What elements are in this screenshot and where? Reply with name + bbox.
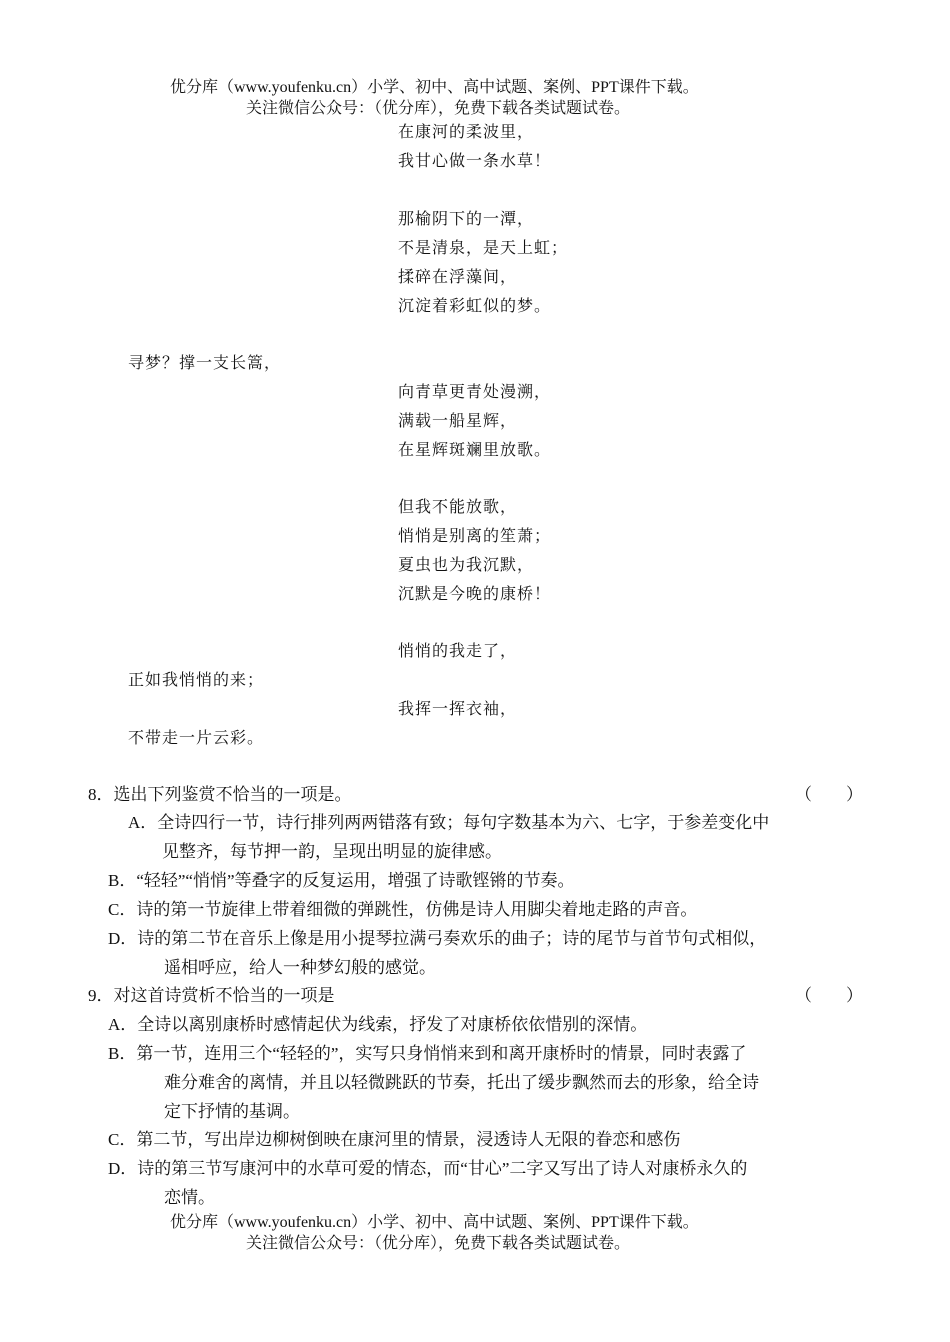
poem-line: 在康河的柔波里， bbox=[398, 122, 535, 141]
option-a: A．全诗以离别康桥时感情起伏为线索，抒发了对康桥依依惜别的深情。 bbox=[108, 1015, 648, 1034]
poem-line: 我挥一挥衣袖， bbox=[398, 699, 518, 718]
question-stem: 8．选出下列鉴赏不恰当的一项是。 bbox=[88, 785, 352, 804]
option-d-cont: 恋情。 bbox=[164, 1188, 215, 1207]
poem-line: 向青草更青处漫溯， bbox=[398, 382, 552, 401]
poem-line: 揉碎在浮藻间， bbox=[398, 267, 518, 286]
poem-line: 沉淀着彩虹似的梦。 bbox=[398, 296, 552, 315]
option-b: B．第一节，连用三个“轻轻的”，实写只身悄悄来到和离开康桥时的情景，同时表露了 bbox=[108, 1044, 747, 1063]
poem-line: 正如我悄悄的来； bbox=[128, 670, 265, 689]
poem-line: 我甘心做一条水草！ bbox=[398, 151, 552, 170]
question-stem: 9．对这首诗赏析不恰当的一项是 bbox=[88, 986, 335, 1005]
answer-paren: （ ） bbox=[795, 986, 863, 1005]
option-d: D．诗的第二节在音乐上像是用小提琴拉满弓奏欢乐的曲子；诗的尾节与首节句式相似， bbox=[108, 929, 767, 948]
poem-line: 夏虫也为我沉默， bbox=[398, 555, 535, 574]
header-line-1: 优分库（www.youfenku.cn）小学、初中、高中试题、案例、PPT课件下载。 bbox=[170, 79, 699, 96]
option-b-cont: 难分难舍的离情，并且以轻微跳跃的节奏，托出了缓步飘然而去的形象，给全诗 bbox=[164, 1073, 759, 1092]
option-c: C．第二节，写出岸边柳树倒映在康河里的情景，浸透诗人无限的眷恋和感伤 bbox=[108, 1130, 681, 1149]
option-b-cont: 定下抒情的基调。 bbox=[164, 1102, 300, 1121]
poem-line: 在星辉斑斓里放歌。 bbox=[398, 440, 552, 459]
footer-line-1: 优分库（www.youfenku.cn）小学、初中、高中试题、案例、PPT课件下载。 bbox=[170, 1214, 699, 1231]
poem-line: 不是清泉，是天上虹； bbox=[398, 238, 569, 257]
option-c: C．诗的第一节旋律上带着细微的弹跳性，仿佛是诗人用脚尖着地走路的声音。 bbox=[108, 900, 698, 919]
poem-line: 但我不能放歌， bbox=[398, 497, 518, 516]
option-d: D．诗的第三节写康河中的水草可爱的情态，而“甘心”二字又写出了诗人对康桥永久的 bbox=[108, 1159, 748, 1178]
poem-line: 寻梦？撑一支长篙， bbox=[128, 353, 282, 372]
poem-line: 沉默是今晚的康桥！ bbox=[398, 584, 552, 603]
option-d-cont: 遥相呼应，给人一种梦幻般的感觉。 bbox=[164, 958, 436, 977]
footer-line-2: 关注微信公众号：（优分库），免费下载各类试题试卷。 bbox=[246, 1235, 631, 1252]
poem-line: 不带走一片云彩。 bbox=[128, 728, 265, 747]
poem-line: 悄悄是别离的笙萧； bbox=[398, 526, 552, 545]
poem-line: 悄悄的我走了， bbox=[398, 641, 518, 660]
header-line-2: 关注微信公众号：（优分库），免费下载各类试题试卷。 bbox=[246, 100, 631, 117]
poem-line: 满载一船星辉， bbox=[398, 411, 518, 430]
answer-paren: （ ） bbox=[795, 785, 863, 804]
option-a: A．全诗四行一节，诗行排列两两错落有致；每句字数基本为六、七字，于参差变化中 bbox=[128, 813, 770, 832]
option-a-cont: 见整齐，每节押一韵，呈现出明显的旋律感。 bbox=[162, 842, 502, 861]
poem-line: 那榆阴下的一潭， bbox=[398, 209, 535, 228]
option-b: B．“轻轻”“悄悄”等叠字的反复运用，增强了诗歌铿锵的节奏。 bbox=[108, 871, 575, 890]
